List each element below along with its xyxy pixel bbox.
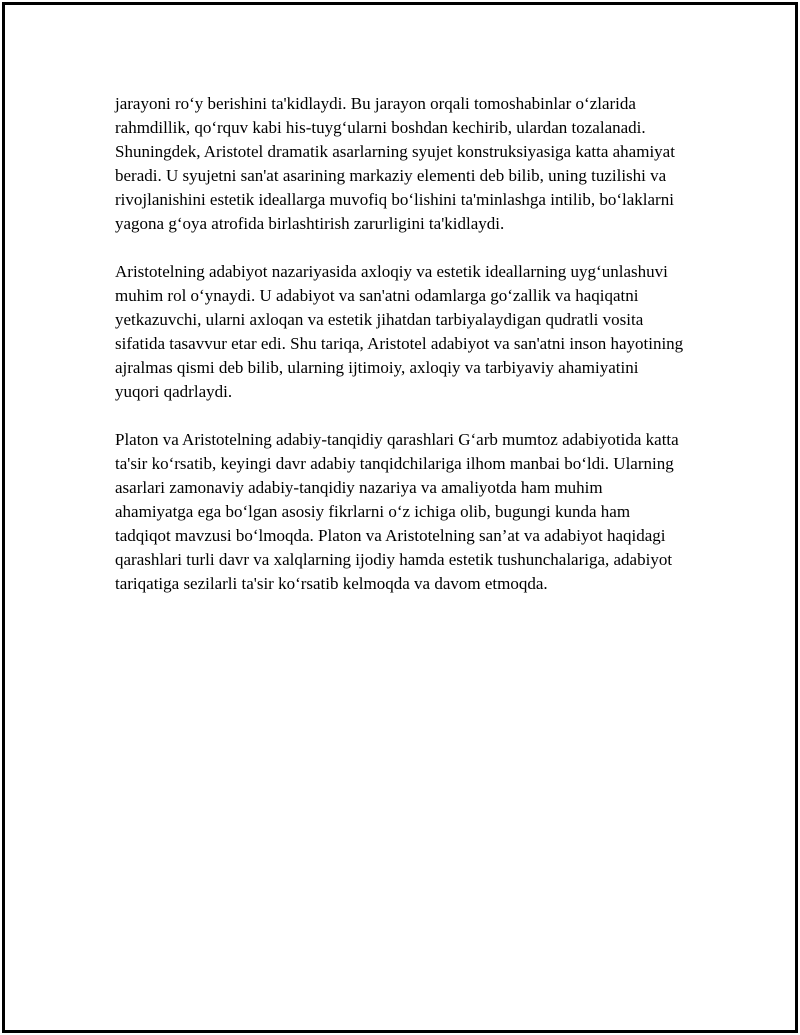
document-body (115, 92, 685, 620)
paragraph-2: Aristotelning adabiyot nazariyasida axloqiy va estetik ideallarning uyg‘unlashuvi muhim rol o‘ynaydi. U adabiyot va san'atni odamlarga go‘zallik va haqiqatni yetkazuvchi, ularni axloqan va estetik jihatdan tarbiyalaydigan qudratli vosita sifatida tasavvur etar edi. Shu tariqa, Aristotel adabiyot va san'atni inson hayotining ajralmas qismi deb bilib, ularning ijtimoiy, axloqiy va tarbiyaviy ahamiyatini yuqori qadrlaydi. (115, 262, 684, 401)
paragraph-3: Platon va Aristotelning adabiy-tanqidiy qarashlari G‘arb mumtoz adabiyotida katta ta'sir ko‘rsatib, keyingi davr adabiy tanqidchilariga ilhom manbai bo‘ldi. Ularning asarlari zamonaviy adabiy-tanqidiy nazariya va amaliyotda ham muhim ahamiyatga ega bo‘lgan asosiy fikrlarni o‘z ichiga olib, bugungi kunda ham tadqiqot mavzusi bo‘lmoqda. Platon va Aristotelning san’at va adabiyot haqidagi qarashlari turli davr va xalqlarning ijodiy hamda estetik tushunchalariga, adabiyot tariqatiga sezilarli ta'sir ko‘rsatib kelmoqda va davom etmoqda. (115, 430, 679, 593)
paragraph-1: jarayoni ro‘y berishini ta'kidlaydi. Bu jarayon orqali tomoshabinlar o‘zlarida rahmdillik, qo‘rquv kabi his-tuyg‘ularni boshdan kechirib, ulardan tozalanadi. Shuningdek, Aristotel dramatik asarlarning syujet konstruksiyasiga katta ahamiyat beradi. U syujetni san'at asarining markaziy elementi deb bilib, uning tuzilishi va rivojlanishini estetik ideallarga muvofiq bo‘lishini ta'minlashga intilib, bo‘laklarni yagona g‘oya atrofida birlashtirish zarurligini ta'kidlaydi. (115, 94, 675, 233)
